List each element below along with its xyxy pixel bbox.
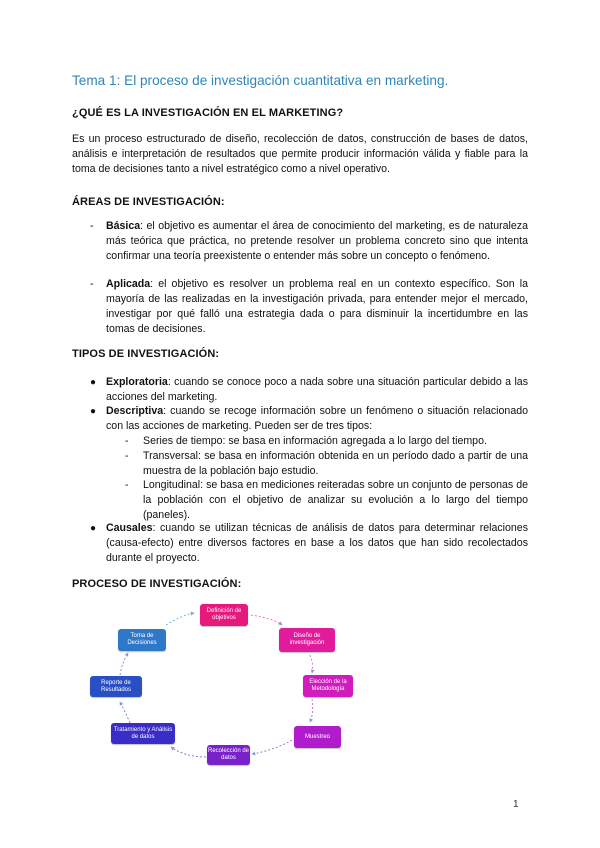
sub-item-transversal: [125, 449, 528, 479]
list-item-causales: [90, 521, 528, 566]
cycle-node-metodologia: [303, 675, 353, 697]
bullet-marker: ●: [90, 406, 97, 417]
cycle-node-diseno: [279, 628, 335, 652]
arrow-3: [310, 699, 313, 722]
cycle-node-reporte: [90, 676, 142, 697]
desc-exploratoria: : cuando se conoce poco a nada sobre una situación particular debido a las acciones del marketing.: [106, 376, 528, 403]
list-item-aplicada: [90, 277, 528, 337]
sub-item-text: Longitudinal: se basa en mediciones reiteradas sobre un conjunto de personas de la población con el objetivo de analizar su evolución a lo largo del tiempo (paneles).: [143, 479, 528, 521]
node-label: Tratamiento y Análisis de datos: [113, 726, 173, 740]
cycle-node-muestreo: [294, 726, 341, 748]
research-process-cycle-diagram: [70, 595, 370, 780]
list-item-descriptiva: [90, 404, 528, 434]
sub-item-series: [125, 434, 528, 449]
node-label: Muestreo: [304, 733, 330, 740]
node-label: Definición de objetivos: [206, 608, 242, 621]
term-descriptiva: Descriptiva: [106, 405, 164, 417]
list-item-exploratoria: [90, 375, 528, 405]
sub-item-text: Transversal: se basa en información obtenida en un período dado a partir de una muestra de la población bajo estudio.: [143, 450, 528, 477]
node-label: Diseño de investigación: [289, 633, 325, 646]
node-label: Recolección de datos: [207, 748, 250, 761]
arrow-2: [310, 655, 313, 673]
desc-basica: : el objetivo es aumentar el área de conocimiento del marketing, es de naturaleza más teórica que práctica, no pretende resolver un problema concreto sino que intenta confirmar una teoría preexistente o entender más sobre un concepto o fenómeno.: [106, 220, 528, 262]
bullet-marker: ●: [90, 523, 97, 534]
section-heading-what-is: ¿QUÉ ES LA INVESTIGACIÓN EN EL MARKETING?: [72, 107, 344, 119]
arrow-7: [120, 653, 128, 675]
list-item-basica: [90, 219, 528, 264]
arrow-5: [171, 747, 206, 757]
dash-marker: -: [90, 220, 94, 232]
node-label: Elección de la Metodología: [309, 679, 347, 692]
term-aplicada: Aplicada: [106, 278, 151, 290]
arrow-8: [166, 613, 194, 625]
desc-descriptiva: : cuando se recoge información sobre un fenómeno o situación relacionado con las acciones de marketing. Pueden ser de tres tipos:: [106, 405, 528, 432]
cycle-node-recoleccion: [207, 745, 250, 765]
dash-marker: -: [125, 435, 129, 447]
bullet-marker: ●: [90, 377, 97, 388]
section-heading-types: TIPOS DE INVESTIGACIÓN:: [72, 348, 220, 360]
arrow-1: [251, 615, 282, 625]
page-title: Tema 1: El proceso de investigación cuantitativa en marketing.: [72, 73, 449, 88]
term-basica: Básica: [106, 220, 141, 232]
node-label: Reporte de Resultados: [100, 679, 132, 693]
cycle-node-tratamiento: [111, 723, 175, 744]
dash-marker: -: [125, 479, 129, 491]
sub-item-longitudinal: [125, 478, 528, 523]
term-causales: Causales: [106, 522, 153, 534]
term-exploratoria: Exploratoria: [106, 376, 168, 388]
page-number: 1: [513, 799, 519, 810]
cycle-node-definicion: [200, 604, 248, 626]
node-label: Toma de Decisiones: [127, 633, 157, 646]
cycle-node-toma: [118, 629, 166, 651]
sub-item-text: Series de tiempo: se basa en información agregada a lo largo del tiempo.: [143, 435, 487, 447]
desc-causales: : cuando se utilizan técnicas de análisis de datos para determinar relaciones (causa-efecto) entre diversos factores en base a los datos que han sido recolectados durante el proyecto.: [106, 522, 528, 564]
dash-marker: -: [90, 278, 94, 290]
arrow-4: [252, 740, 292, 754]
arrow-6: [120, 702, 130, 723]
desc-aplicada: : el objetivo es resolver un problema real en un contexto específico. Son la mayoría de las realizadas en la investigación privada, para entender mejor el mercado, investigar por qué falló una estrategia dada o para disminuir la incertidumbre en las tomas de decisiones.: [106, 278, 528, 335]
dash-marker: -: [125, 450, 129, 462]
definition-paragraph: Es un proceso estructurado de diseño, recolección de datos, construcción de bases de datos, análisis e interpretación de resultados que permite producir información válida y fiable para la toma de decisiones tanto a nivel estratégico como a nivel operativo.: [72, 133, 528, 175]
section-heading-areas: ÁREAS DE INVESTIGACIÓN:: [72, 196, 225, 208]
section-heading-process: PROCESO DE INVESTIGACIÓN:: [72, 578, 242, 590]
